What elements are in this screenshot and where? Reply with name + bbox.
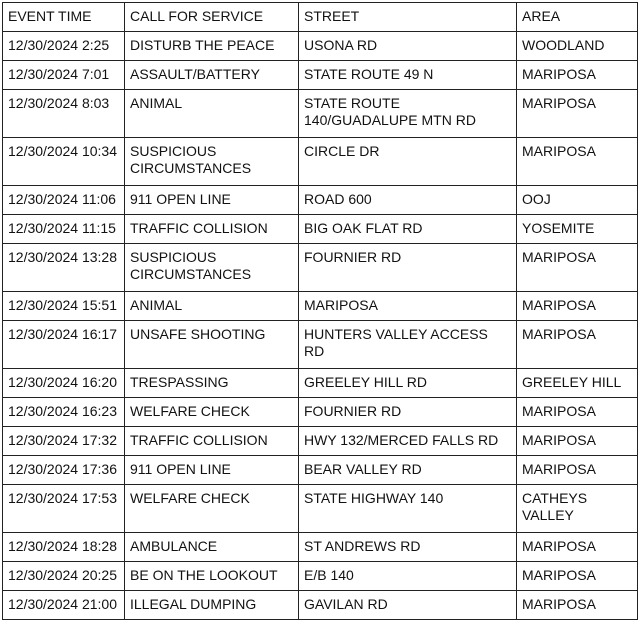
event-time-cell: 12/30/2024 21:00	[3, 591, 125, 620]
call-type-cell: BE ON THE LOOKOUT	[125, 562, 299, 591]
call-type-cell: ANIMAL	[125, 292, 299, 321]
call-log-sheet	[2, 2, 637, 620]
table-row	[3, 32, 638, 61]
street-cell: ROAD 600	[299, 186, 517, 215]
street-cell: E/B 140	[299, 562, 517, 591]
street-cell: STATE ROUTE 49 N	[299, 61, 517, 90]
area-cell: MARIPOSA	[517, 456, 638, 485]
street-cell: HUNTERS VALLEY ACCESS RD	[299, 321, 517, 369]
table-row	[3, 456, 638, 485]
area-cell: MARIPOSA	[517, 533, 638, 562]
table-row	[3, 138, 638, 186]
table-row	[3, 369, 638, 398]
table-row	[3, 186, 638, 215]
area-cell: MARIPOSA	[517, 562, 638, 591]
call-type-cell: ILLEGAL DUMPING	[125, 591, 299, 620]
call-type-cell: TRESPASSING	[125, 369, 299, 398]
area-cell: MARIPOSA	[517, 61, 638, 90]
header-row	[3, 3, 638, 32]
event-time-cell: 12/30/2024 17:36	[3, 456, 125, 485]
call-type-cell: 911 OPEN LINE	[125, 456, 299, 485]
event-time-cell: 12/30/2024 16:23	[3, 398, 125, 427]
area-cell: MARIPOSA	[517, 321, 638, 369]
event-time-cell: 12/30/2024 7:01	[3, 61, 125, 90]
call-type-cell: UNSAFE SHOOTING	[125, 321, 299, 369]
area-cell: MARIPOSA	[517, 427, 638, 456]
area-cell: MARIPOSA	[517, 398, 638, 427]
table-row	[3, 591, 638, 620]
call-type-cell: ASSAULT/BATTERY	[125, 61, 299, 90]
street-cell: BIG OAK FLAT RD	[299, 215, 517, 244]
call-type-cell: WELFARE CHECK	[125, 398, 299, 427]
call-type-cell: TRAFFIC COLLISION	[125, 427, 299, 456]
event-time-cell: 12/30/2024 15:51	[3, 292, 125, 321]
area-cell: MARIPOSA	[517, 244, 638, 292]
column-header-area: AREA	[517, 3, 638, 32]
street-cell: FOURNIER RD	[299, 244, 517, 292]
column-header-call-for-service: CALL FOR SERVICE	[125, 3, 299, 32]
street-cell: ST ANDREWS RD	[299, 533, 517, 562]
event-time-cell: 12/30/2024 13:28	[3, 244, 125, 292]
event-time-cell: 12/30/2024 11:06	[3, 186, 125, 215]
street-cell: BEAR VALLEY RD	[299, 456, 517, 485]
street-cell: HWY 132/MERCED FALLS RD	[299, 427, 517, 456]
area-cell: MARIPOSA	[517, 90, 638, 138]
table-row	[3, 244, 638, 292]
table-row	[3, 485, 638, 533]
street-cell: GAVILAN RD	[299, 591, 517, 620]
table-row	[3, 292, 638, 321]
area-cell: GREELEY HILL	[517, 369, 638, 398]
call-type-cell: ANIMAL	[125, 90, 299, 138]
table-row	[3, 215, 638, 244]
event-time-cell: 12/30/2024 18:28	[3, 533, 125, 562]
event-time-cell: 12/30/2024 16:17	[3, 321, 125, 369]
table-row	[3, 427, 638, 456]
call-type-cell: 911 OPEN LINE	[125, 186, 299, 215]
area-cell: WOODLAND	[517, 32, 638, 61]
table-row	[3, 562, 638, 591]
event-time-cell: 12/30/2024 17:32	[3, 427, 125, 456]
area-cell: OOJ	[517, 186, 638, 215]
event-time-cell: 12/30/2024 20:25	[3, 562, 125, 591]
table-row	[3, 321, 638, 369]
call-type-cell: WELFARE CHECK	[125, 485, 299, 533]
area-cell: MARIPOSA	[517, 292, 638, 321]
column-header-event-time: EVENT TIME	[3, 3, 125, 32]
event-time-cell: 12/30/2024 17:53	[3, 485, 125, 533]
street-cell: STATE ROUTE 140/GUADALUPE MTN RD	[299, 90, 517, 138]
street-cell: FOURNIER RD	[299, 398, 517, 427]
street-cell: STATE HIGHWAY 140	[299, 485, 517, 533]
call-type-cell: SUSPICIOUS CIRCUMSTANCES	[125, 244, 299, 292]
street-cell: USONA RD	[299, 32, 517, 61]
table-row	[3, 533, 638, 562]
column-header-street: STREET	[299, 3, 517, 32]
call-type-cell: TRAFFIC COLLISION	[125, 215, 299, 244]
table-row	[3, 398, 638, 427]
area-cell: CATHEYS VALLEY	[517, 485, 638, 533]
call-log-table	[2, 2, 638, 620]
call-type-cell: AMBULANCE	[125, 533, 299, 562]
event-time-cell: 12/30/2024 8:03	[3, 90, 125, 138]
call-type-cell: SUSPICIOUS CIRCUMSTANCES	[125, 138, 299, 186]
table-row	[3, 61, 638, 90]
table-row	[3, 90, 638, 138]
street-cell: CIRCLE DR	[299, 138, 517, 186]
event-time-cell: 12/30/2024 11:15	[3, 215, 125, 244]
call-type-cell: DISTURB THE PEACE	[125, 32, 299, 61]
street-cell: MARIPOSA	[299, 292, 517, 321]
event-time-cell: 12/30/2024 2:25	[3, 32, 125, 61]
area-cell: MARIPOSA	[517, 138, 638, 186]
street-cell: GREELEY HILL RD	[299, 369, 517, 398]
area-cell: MARIPOSA	[517, 591, 638, 620]
event-time-cell: 12/30/2024 10:34	[3, 138, 125, 186]
area-cell: YOSEMITE	[517, 215, 638, 244]
event-time-cell: 12/30/2024 16:20	[3, 369, 125, 398]
